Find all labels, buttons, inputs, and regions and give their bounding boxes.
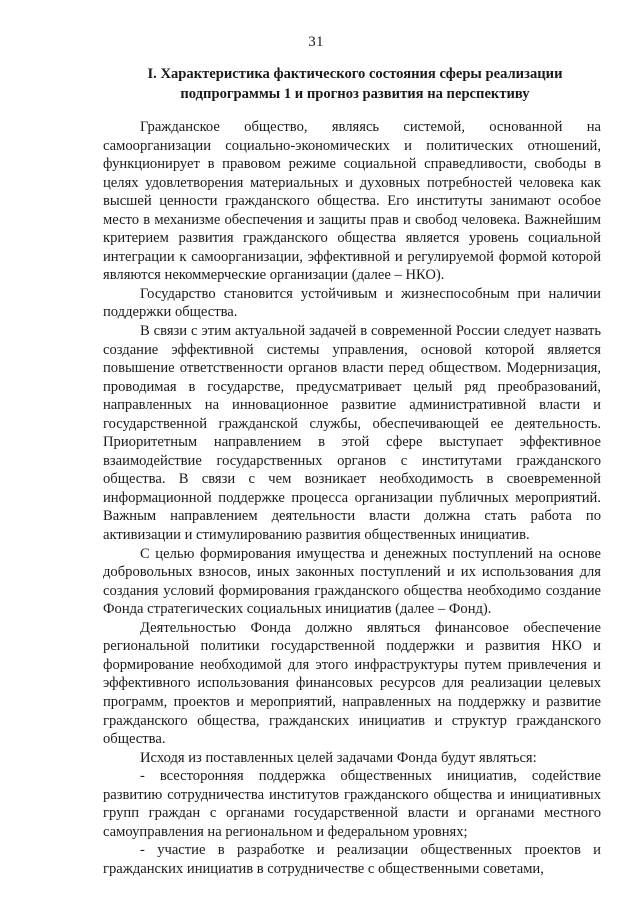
paragraph-civil-society: Гражданское общество, являясь системой, основанной на самоорганизации социально-экономических и политических отношений, функционирует в правовом режиме социальной справедливости, свободы в целях удовлетворения материальных и духовных потребностей человека как высшей ценности гражданского общества. Его институты занимают особое место в механизме обеспечения и защиты прав и свобод человека. Важнейшим критерием развития гражданского общества является уровень социальной интеграции к самоорганизации, эффективной и регулируемой формой которой являются некоммерческие организации (далее – НКО). — [103, 119, 601, 284]
section-heading: I. Характеристика фактического состояния сферы реализации подпрограммы 1 и прогноз развития на перспективу — [147, 66, 563, 102]
page-number: 31 — [308, 34, 324, 50]
paragraph-management-system: В связи с этим актуальной задачей в современной России следует назвать создание эффективной системы управления, основой которой является повышение ответственности органов власти перед обществом. Модернизация, проводимая в государстве, предусматривает целый ряд преобразований, направленных на инновационное развитие административной власти и государственной гражданской службы, обеспечивающей ее деятельность. Приоритетным направлением в этой сфере выступает эффективное взаимодействие государственных органов с институтами гражданского общества. В связи с чем возникает необходимость в своевременной информационной поддержке процесса организации публичных мероприятий. Важным направлением деятельности власти должна стать работа по активизации и стимулированию развития общественных инициатив. — [103, 323, 601, 544]
list-item-support-initiatives: - всесторонняя поддержка общественных инициатив, содействие развитию сотрудничества институтов гражданского общества и инициативных групп граждан с органами государственной власти и органами местного самоуправления на региональном и федеральном уровнях; — [103, 768, 601, 840]
list-item-participation: - участие в разработке и реализации общественных проектов и гражданских инициатив в сотрудничестве с общественными советами, — [103, 842, 601, 877]
paragraph-fund-creation: С целью формирования имущества и денежных поступлений на основе добровольных взносов, иных законных поступлений и их использования для создания условий формирования гражданского общества необходимо создание Фонда стратегических социальных инициатив (далее – Фонд). — [103, 545, 601, 618]
paragraph-fund-tasks-intro: Исходя из поставленных целей задачами Фонда будут являться: — [140, 749, 537, 766]
body-text — [103, 118, 601, 878]
paragraph-state-support: Государство становится устойчивым и жизнеспособным при наличии поддержки общества. — [103, 285, 601, 321]
paragraph-fund-activity: Деятельностью Фонда должно являться финансовое обеспечение региональной политики государственной поддержки и развития НКО и формирование необходимой для этого инфраструктуры путем привлечения и эффективного использования финансовых ресурсов для реализации целевых программ, проектов и мероприятий, направленных на поддержку и развитие гражданского общества, гражданских инициатив и структур гражданского общества. — [103, 619, 601, 748]
